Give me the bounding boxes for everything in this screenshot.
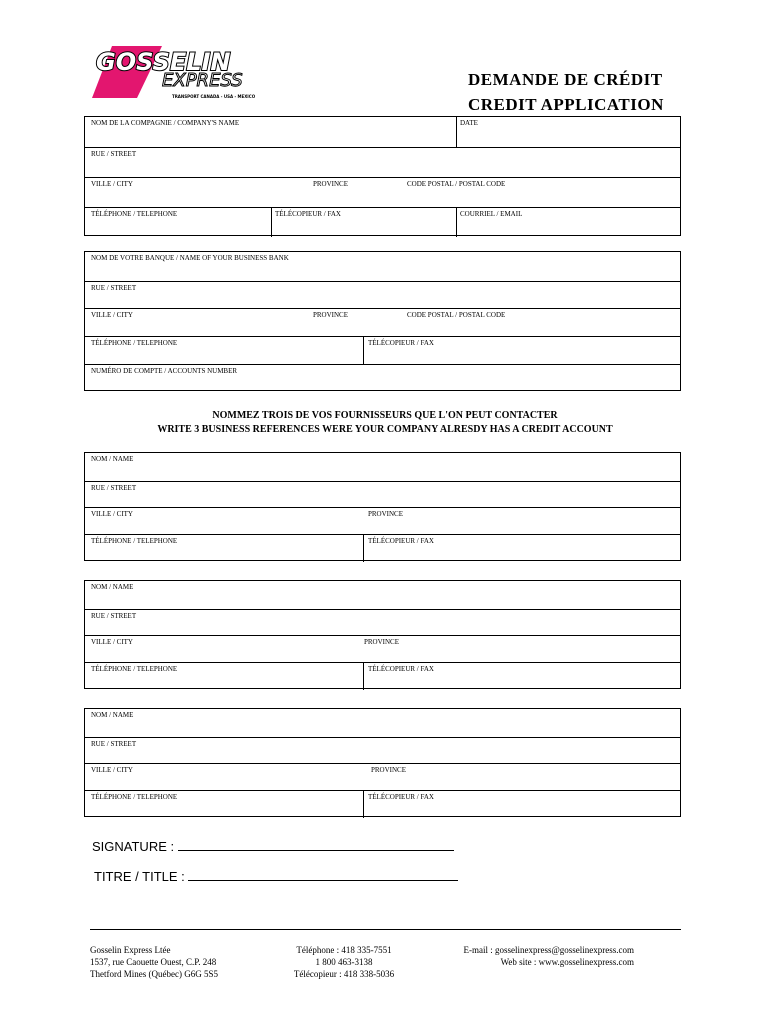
signature-field[interactable] — [92, 838, 454, 854]
reference-province-label: PROVINCE — [368, 510, 404, 518]
footer-address-line2: Thetford Mines (Québec) G6G 5S5 — [90, 969, 218, 979]
title-field[interactable] — [94, 868, 458, 884]
reference-street-row[interactable] — [85, 737, 680, 763]
company-name-label: NOM DE LA COMPAGNIE / COMPANY'S NAME — [91, 119, 240, 127]
bank-phone-row[interactable] — [85, 336, 680, 364]
reference-phone-row[interactable] — [85, 662, 680, 690]
company-province-label: PROVINCE — [313, 180, 349, 188]
company-info-section — [84, 116, 681, 236]
bank-city-row[interactable] — [85, 308, 680, 336]
footer-address-line1: 1537, rue Caouette Ouest, C.P. 248 — [90, 957, 217, 967]
reference-fax-label: TÉLÉCOPIEUR / FAX — [368, 793, 434, 801]
reference-city-label: VILLE / CITY — [91, 766, 133, 774]
company-phone-label: TÉLÉPHONE / TELEPHONE — [91, 210, 178, 218]
company-name-row[interactable] — [85, 117, 680, 147]
references-heading-english: WRITE 3 BUSINESS REFERENCES WERE YOUR COMPANY ALRESDY HAS A CREDIT ACCOUNT — [157, 424, 613, 435]
logo-word-gosselin: GOSSELIN — [96, 48, 231, 76]
reference-name-row[interactable] — [85, 709, 680, 737]
bank-info-section — [84, 251, 681, 391]
reference-province-label: PROVINCE — [364, 638, 400, 646]
reference-3-section — [84, 708, 681, 817]
company-phone-row[interactable] — [85, 207, 680, 237]
reference-fax-label: TÉLÉCOPIEUR / FAX — [368, 537, 434, 545]
bank-street-row[interactable] — [85, 281, 680, 308]
reference-province-label: PROVINCE — [371, 766, 407, 774]
reference-city-label: VILLE / CITY — [91, 638, 133, 646]
footer-phones — [284, 944, 404, 980]
footer-email[interactable]: E-mail : gosselinexpress@gosselinexpress.com — [463, 945, 634, 955]
signature-label: SIGNATURE : — [92, 839, 175, 854]
reference-name-row[interactable] — [85, 453, 680, 481]
title-english: CREDIT APPLICATION — [468, 95, 664, 114]
footer-company: Gosselin Express Ltée — [90, 945, 171, 955]
reference-city-label: VILLE / CITY — [91, 510, 133, 518]
title-french: DEMANDE DE CRÉDIT — [468, 70, 663, 89]
bank-account-row[interactable] — [85, 364, 680, 392]
reference-2-section — [84, 580, 681, 689]
reference-street-label: RUE / STREET — [91, 612, 137, 620]
reference-phone-label: TÉLÉPHONE / TELEPHONE — [91, 665, 178, 673]
reference-1-section — [84, 452, 681, 561]
reference-city-row[interactable] — [85, 635, 680, 662]
reference-phone-row[interactable] — [85, 534, 680, 562]
gosselin-express-logo — [92, 38, 277, 103]
reference-phone-row[interactable] — [85, 790, 680, 818]
reference-city-row[interactable] — [85, 507, 680, 534]
bank-account-label: NUMÉRO DE COMPTE / ACCOUNTS NUMBER — [91, 367, 238, 375]
bank-city-label: VILLE / CITY — [91, 311, 133, 319]
logo-word-express: EXPRESS — [162, 70, 243, 91]
footer-phone: Téléphone : 418 335-7551 — [296, 945, 392, 955]
footer-divider — [90, 929, 681, 930]
footer-website[interactable]: Web site : www.gosselinexpress.com — [500, 957, 634, 967]
title-line[interactable] — [188, 868, 458, 881]
company-street-row[interactable] — [85, 147, 680, 177]
bank-postal-label: CODE POSTAL / POSTAL CODE — [407, 311, 506, 319]
footer-tollfree: 1 800 463-3138 — [315, 957, 373, 967]
bank-phone-label: TÉLÉPHONE / TELEPHONE — [91, 339, 178, 347]
company-city-row[interactable] — [85, 177, 680, 207]
reference-phone-label: TÉLÉPHONE / TELEPHONE — [91, 537, 178, 545]
bank-province-label: PROVINCE — [313, 311, 349, 319]
reference-name-label: NOM / NAME — [91, 583, 134, 591]
bank-fax-label: TÉLÉCOPIEUR / FAX — [368, 339, 434, 347]
bank-street-label: RUE / STREET — [91, 284, 137, 292]
title-label: TITRE / TITLE : — [94, 869, 185, 884]
logo-tagline: TRANSPORT CANADA - USA - MEXICO — [172, 94, 256, 99]
footer-fax: Télécopieur : 418 338-5036 — [293, 969, 395, 979]
reference-phone-label: TÉLÉPHONE / TELEPHONE — [91, 793, 178, 801]
reference-name-label: NOM / NAME — [91, 455, 134, 463]
company-street-label: RUE / STREET — [91, 150, 137, 158]
reference-name-label: NOM / NAME — [91, 711, 134, 719]
reference-street-label: RUE / STREET — [91, 740, 137, 748]
company-fax-label: TÉLÉCOPIEUR / FAX — [275, 210, 341, 218]
signature-line[interactable] — [178, 838, 454, 851]
footer-address — [90, 944, 218, 980]
footer-contact — [438, 944, 634, 968]
reference-street-label: RUE / STREET — [91, 484, 137, 492]
company-city-label: VILLE / CITY — [91, 180, 133, 188]
bank-name-label: NOM DE VOTRE BANQUE / NAME OF YOUR BUSINESS BANK — [91, 254, 289, 262]
company-email-label: COURRIEL / EMAIL — [460, 210, 523, 218]
company-postal-label: CODE POSTAL / POSTAL CODE — [407, 180, 506, 188]
bank-name-row[interactable] — [85, 252, 680, 281]
date-label: DATE — [460, 119, 478, 127]
reference-name-row[interactable] — [85, 581, 680, 609]
reference-street-row[interactable] — [85, 609, 680, 635]
reference-fax-label: TÉLÉCOPIEUR / FAX — [368, 665, 434, 673]
reference-city-row[interactable] — [85, 763, 680, 790]
references-heading-french: NOMMEZ TROIS DE VOS FOURNISSEURS QUE L'ON PEUT CONTACTER — [212, 410, 558, 421]
reference-street-row[interactable] — [85, 481, 680, 507]
